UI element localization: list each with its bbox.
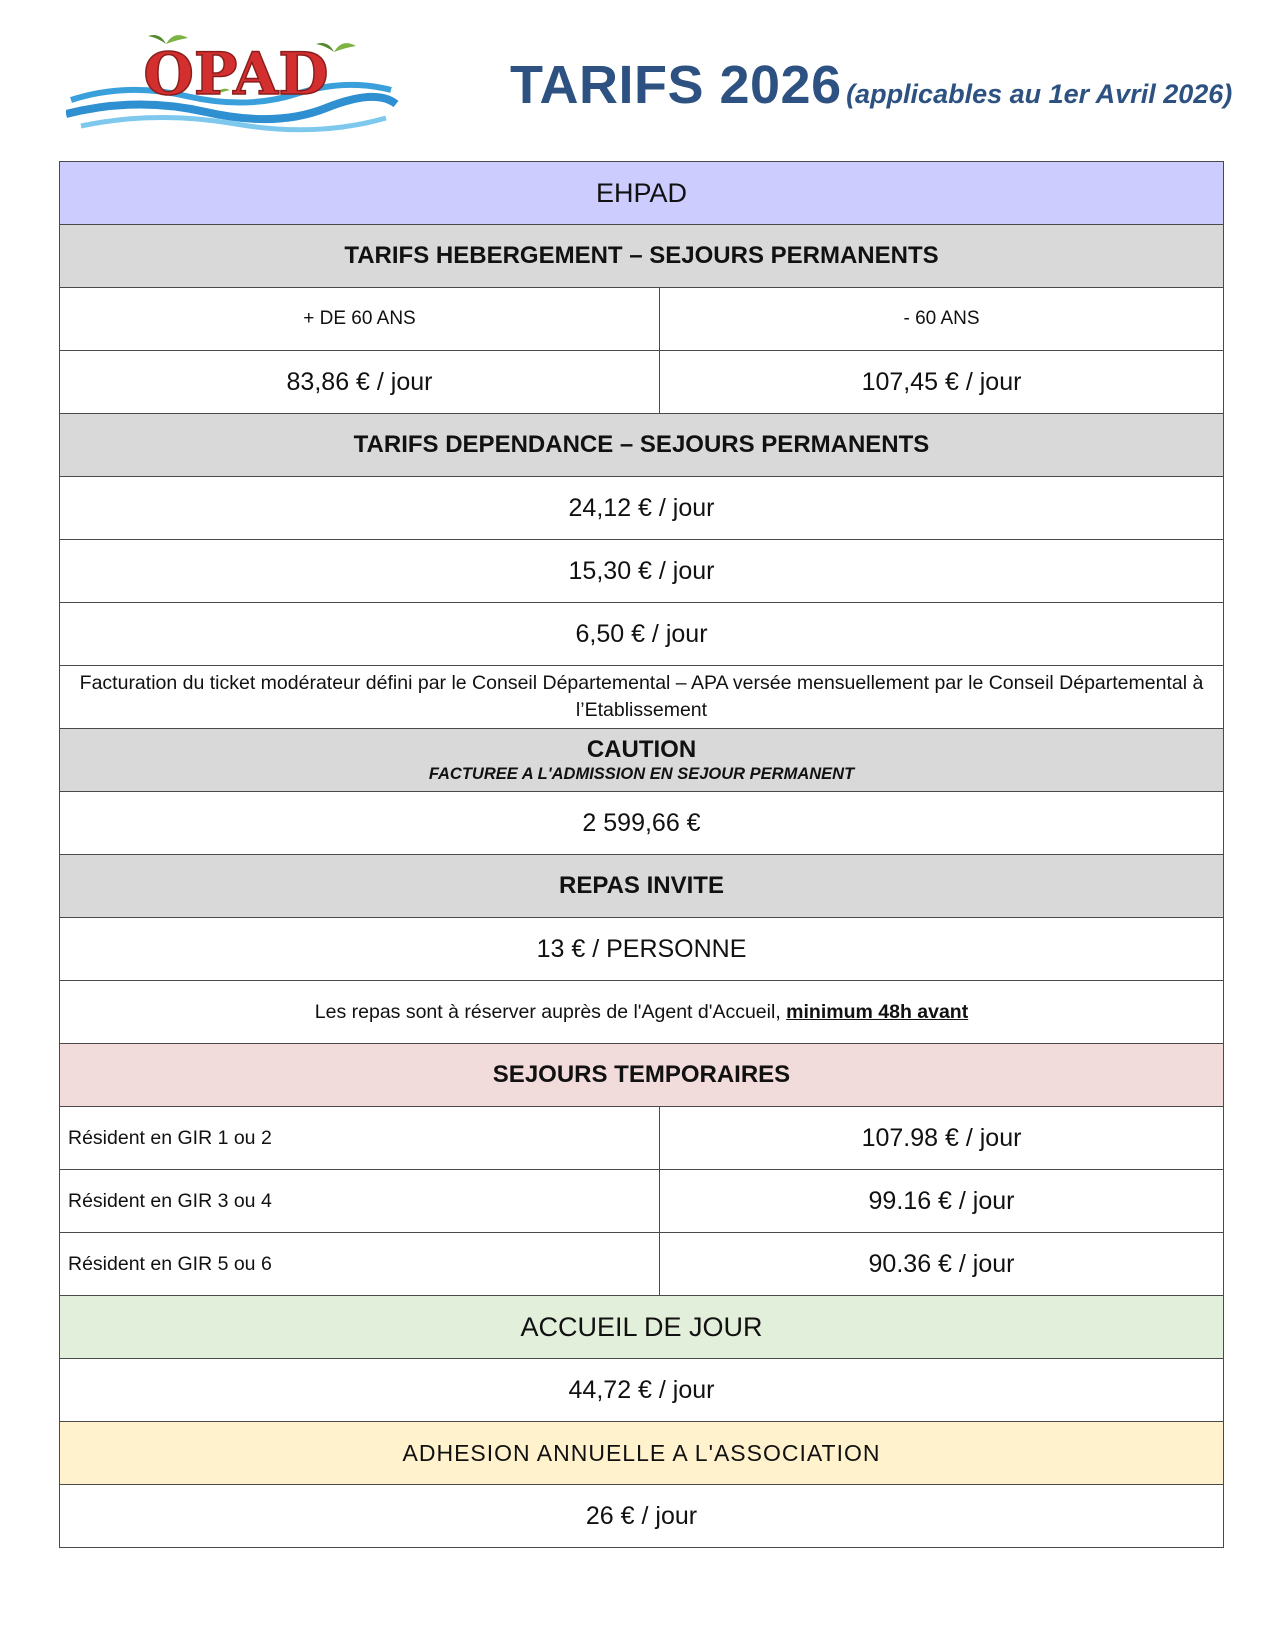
- adhesion-header-row: [60, 1422, 1224, 1485]
- repas-header: REPAS INVITE: [60, 855, 1224, 918]
- temporaires-header: SEJOURS TEMPORAIRES: [60, 1044, 1224, 1107]
- dependance-price: 15,30 € / jour: [60, 540, 1224, 603]
- dependance-note-row: [60, 666, 1224, 729]
- accueil-header-row: [60, 1296, 1224, 1359]
- title-subtitle: (applicables au 1er Avril 2026): [846, 79, 1233, 109]
- temporaires-header-row: [60, 1044, 1224, 1107]
- caution-amount-row: [60, 792, 1224, 855]
- ehpad-header: EHPAD: [60, 162, 1224, 225]
- gir-price: 107.98 € / jour: [660, 1107, 1224, 1170]
- dependance-row: [60, 477, 1224, 540]
- repas-note-row: [60, 981, 1224, 1044]
- caution-header: [60, 729, 1224, 792]
- age-row: [60, 288, 1224, 351]
- accueil-header: ACCUEIL DE JOUR: [60, 1296, 1224, 1359]
- repas-price-row: [60, 918, 1224, 981]
- ehpad-row: [60, 162, 1224, 225]
- gir-label: Résident en GIR 1 ou 2: [60, 1107, 660, 1170]
- caution-subtitle: FACTUREE A L'ADMISSION EN SEJOUR PERMANENT: [428, 765, 855, 783]
- title-main: TARIFS 2026: [510, 55, 842, 115]
- dependance-row: [60, 540, 1224, 603]
- caution-amount: 2 599,66 €: [60, 792, 1224, 855]
- price-over-60: 83,86 € / jour: [60, 351, 660, 414]
- gir-label: Résident en GIR 5 ou 6: [60, 1233, 660, 1296]
- temporaires-row: [60, 1107, 1224, 1170]
- repas-note: [60, 981, 1224, 1044]
- hebergement-price-row: [60, 351, 1224, 414]
- caution-title: CAUTION: [586, 736, 697, 763]
- gir-price: 99.16 € / jour: [660, 1170, 1224, 1233]
- adhesion-price: 26 € / jour: [60, 1485, 1224, 1548]
- accueil-price: 44,72 € / jour: [60, 1359, 1224, 1422]
- hebergement-header: TARIFS HEBERGEMENT – SEJOURS PERMANENTS: [60, 225, 1224, 288]
- logo-wordmark: OPAD: [143, 40, 329, 108]
- caution-header-row: [60, 729, 1224, 792]
- age-over-60-label: + DE 60 ANS: [60, 288, 660, 351]
- accueil-price-row: [60, 1359, 1224, 1422]
- repas-price: 13 € / PERSONNE: [60, 918, 1224, 981]
- gir-price: 90.36 € / jour: [660, 1233, 1224, 1296]
- dependance-header-row: [60, 414, 1224, 477]
- temporaires-row: [60, 1233, 1224, 1296]
- age-under-60-label: - 60 ANS: [660, 288, 1224, 351]
- temporaires-row: [60, 1170, 1224, 1233]
- repas-header-row: [60, 855, 1224, 918]
- dependance-row: [60, 603, 1224, 666]
- price-under-60: 107,45 € / jour: [660, 351, 1224, 414]
- repas-note-emphasis: minimum 48h avant: [786, 1000, 969, 1023]
- dependance-price: 24,12 € / jour: [60, 477, 1224, 540]
- tariff-table: [59, 161, 1224, 1548]
- gir-label: Résident en GIR 3 ou 4: [60, 1170, 660, 1233]
- adhesion-header: ADHESION ANNUELLE A L'ASSOCIATION: [60, 1422, 1224, 1485]
- hebergement-header-row: [60, 225, 1224, 288]
- dependance-note: Facturation du ticket modérateur défini par le Conseil Départemental – APA versée mensuellement par le Conseil Départemental à l’Etablissement: [60, 666, 1224, 729]
- opad-logo-graphic: [66, 30, 401, 135]
- dependance-header: TARIFS DEPENDANCE – SEJOURS PERMANENTS: [60, 414, 1224, 477]
- dependance-price: 6,50 € / jour: [60, 603, 1224, 666]
- opad-logo: [66, 30, 401, 135]
- page-title: [510, 54, 1232, 116]
- repas-note-text: Les repas sont à réserver auprès de l'Agent d'Accueil,: [314, 1000, 787, 1023]
- adhesion-price-row: [60, 1485, 1224, 1548]
